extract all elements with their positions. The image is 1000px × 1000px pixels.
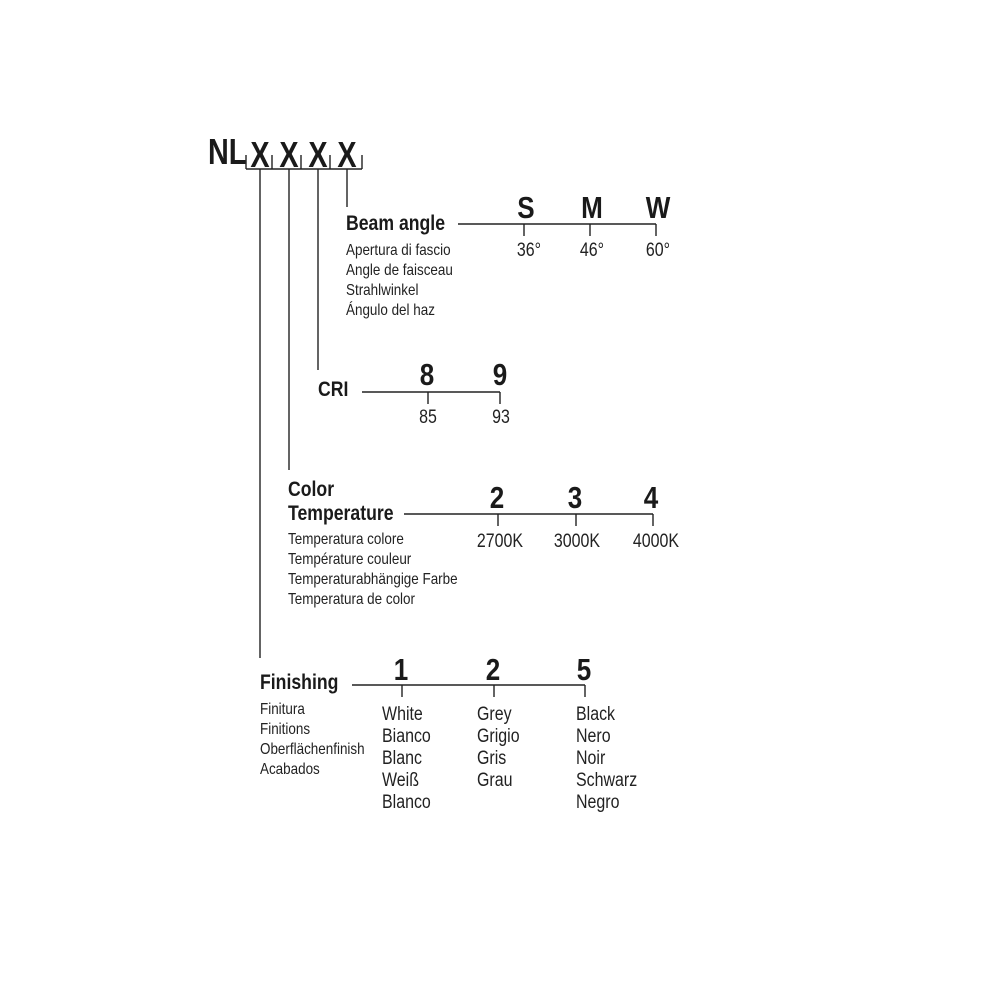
beam-angle-translation: Ángulo del haz xyxy=(346,302,435,319)
color-temperature-translation: Temperatura colore xyxy=(288,531,404,548)
beam-angle-option-code: M xyxy=(581,190,603,225)
beam-angle-label: Beam angle xyxy=(346,212,446,235)
finishing-option-code: 2 xyxy=(485,652,501,687)
finishing-label: Finishing xyxy=(260,671,339,694)
cri-option-value: 93 xyxy=(492,407,510,428)
code-slot-color-temperature: X xyxy=(279,134,299,175)
beam-angle-option-value: 60° xyxy=(645,240,671,261)
beam-angle-translations xyxy=(346,241,453,321)
beam-angle-option-value: 36° xyxy=(516,240,542,261)
finishing-option-name: Black xyxy=(576,704,616,725)
cri-option-code: 9 xyxy=(492,357,508,392)
color-temperature-option-code: 3 xyxy=(567,480,583,515)
color-temperature-option-code: 2 xyxy=(489,480,505,515)
finishing-option-black-names xyxy=(576,704,637,814)
finishing-translation: Finitions xyxy=(260,721,311,738)
finishing-option-name: Nero xyxy=(576,726,611,747)
finishing-option-name: Noir xyxy=(576,748,606,769)
finishing-option-white-names xyxy=(382,704,431,814)
color-temperature-option-code: 4 xyxy=(643,480,659,515)
code-slot-cri: X xyxy=(308,134,328,175)
finishing-translation: Finitura xyxy=(260,701,305,718)
color-temperature-option-value: 3000K xyxy=(553,531,601,552)
finishing-option-name: Blanc xyxy=(382,748,422,769)
beam-angle-translation: Apertura di fascio xyxy=(346,242,451,259)
cri-label: CRI xyxy=(318,378,349,401)
finishing-option-name: Grigio xyxy=(477,726,520,747)
color-temperature-option-value: 4000K xyxy=(632,531,680,552)
color-temperature-translation: Temperatura de color xyxy=(288,591,415,608)
code-slot-finishing: X xyxy=(250,134,270,175)
finishing-option-grey-names xyxy=(477,704,520,792)
finishing-option-code: 1 xyxy=(393,652,409,687)
finishing-translation: Acabados xyxy=(260,761,320,778)
finishing-option-name: Blanco xyxy=(382,792,431,813)
finishing-translations xyxy=(260,700,365,780)
finishing-translation: Oberflächenfinish xyxy=(260,741,365,758)
finishing-option-name: Weiß xyxy=(382,770,419,791)
color-temperature-translation: Temperaturabhängige Farbe xyxy=(288,571,458,588)
finishing-option-name: Schwarz xyxy=(576,770,638,791)
color-temperature-translation: Température couleur xyxy=(288,551,412,568)
finishing-option-name: Bianco xyxy=(382,726,431,747)
beam-angle-option-value: 46° xyxy=(579,240,605,261)
beam-angle-translation: Angle de faisceau xyxy=(346,262,453,279)
color-temperature-label-line1: Color xyxy=(288,478,335,501)
code-slot-beam-angle: X xyxy=(337,134,357,175)
code-prefix: NL xyxy=(208,131,247,172)
finishing-option-code: 5 xyxy=(576,652,592,687)
finishing-option-name: Gris xyxy=(477,748,507,769)
finishing-option-name: Grau xyxy=(477,770,513,791)
color-temperature-translations xyxy=(288,530,458,610)
cri-option-value: 85 xyxy=(419,407,437,428)
cri-option-code: 8 xyxy=(419,357,435,392)
beam-angle-translation: Strahlwinkel xyxy=(346,282,419,299)
beam-angle-option-code: W xyxy=(645,190,671,225)
finishing-option-name: White xyxy=(382,704,423,725)
finishing-option-name: Negro xyxy=(576,792,620,813)
color-temperature-label-line2: Temperature xyxy=(288,502,394,525)
finishing-option-name: Grey xyxy=(477,704,512,725)
color-temperature-option-value: 2700K xyxy=(476,531,524,552)
beam-angle-option-code: S xyxy=(517,190,535,225)
